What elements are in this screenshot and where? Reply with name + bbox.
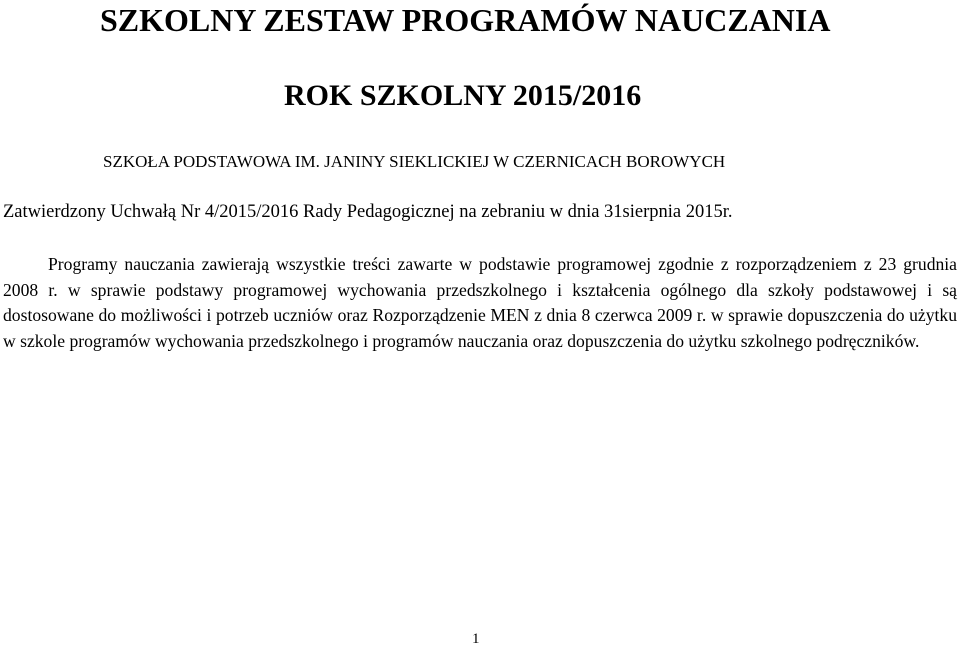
approval-statement: Zatwierdzony Uchwałą Nr 4/2015/2016 Rady Pedagogicznej na zebraniu w dnia 31sierpnia 2015r. xyxy=(3,202,733,222)
document-title: SZKOLNY ZESTAW PROGRAMÓW NAUCZANIA xyxy=(100,2,831,38)
curriculum-paragraph: Programy nauczania zawierają wszystkie treści zawarte w podstawie programowej zgodnie z rozporządzeniem z 23 grudnia 2008 r. w sprawie podstawy programowej wychowania przedszkolnego i kształcenia ogólnego dla szkoły podstawowej i są dostosowane do możliwości i potrzeb uczniów oraz Rozporządzenie MEN z dnia 8 czerwca 2009 r. w sprawie dopuszczenia do użytku w szkole programów wychowania przedszkolnego i programów nauczania oraz dopuszczenia do użytku szkolnego podręczników. xyxy=(3,254,957,351)
school-year-heading: ROK SZKOLNY 2015/2016 xyxy=(284,79,642,112)
school-name: SZKOŁA PODSTAWOWA IM. JANINY SIEKLICKIEJ W CZERNICACH BOROWYCH xyxy=(103,152,726,171)
page-number: 1 xyxy=(472,631,480,647)
